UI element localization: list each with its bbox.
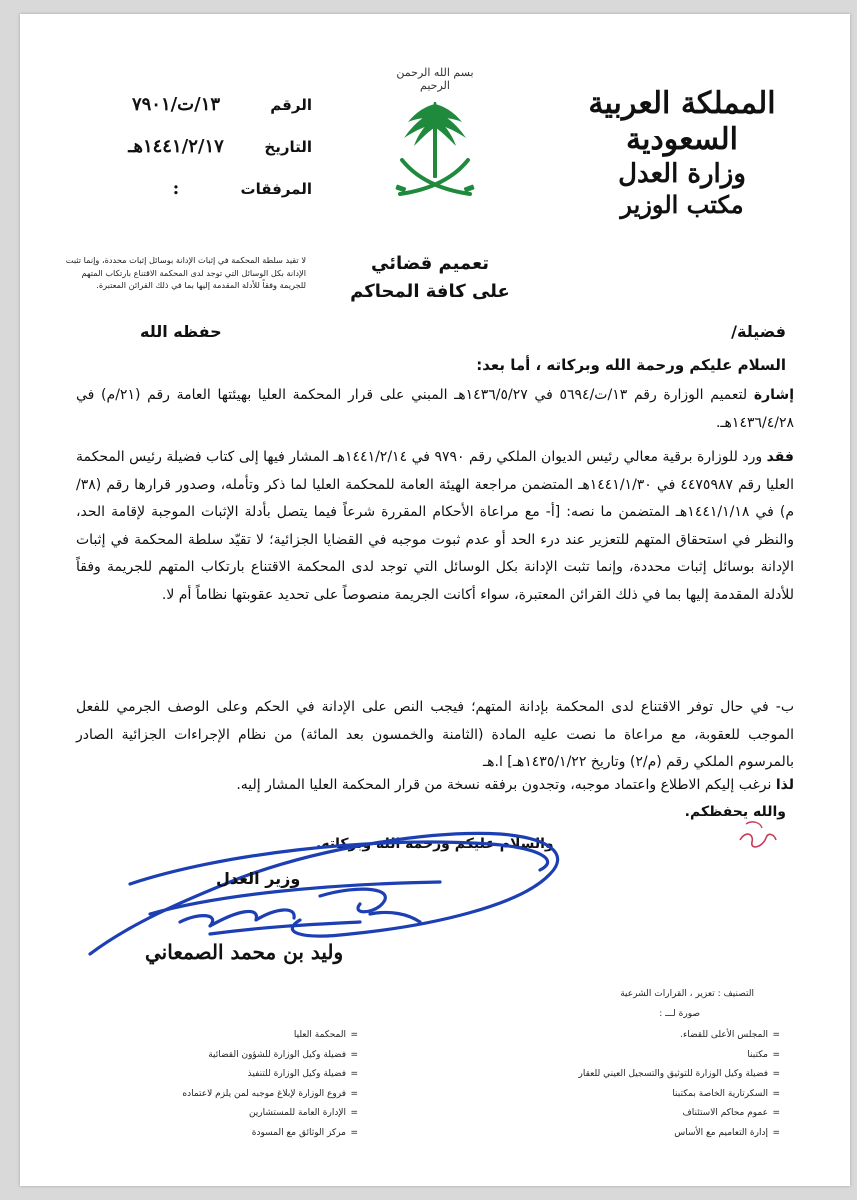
office-name: مكتب الوزير [620,190,744,219]
reference-meta [102,94,312,220]
paragraph-decision [76,444,794,609]
list-item: =مكتبنا [747,1049,780,1060]
summary-side-note: لا تقيد سلطة المحكمة في إثبات الإدانة بوسائل إثبات محددة، وإنما تثبت الإدانة بكل الوسائل التي توجد لدى المحكمة الاقتناع بارتكاب المتهم للجريمة وفقاً للأدلة المقدمة إليها بما في ذلك القرائن المعتبرة. [65,255,306,290]
document-page [20,14,850,1186]
attachments-label: المرفقات [240,180,312,198]
circular-title [320,250,540,306]
closing-greeting: والسلام عليكم ورحمة الله وبركاته. [316,836,554,852]
circular-title-line2: على كافة المحاكم [350,281,510,302]
date-label: التاريخ [264,138,312,156]
list-item: =المحكمة العليا [293,1030,358,1040]
list-item: =إدارة التعاميم مع الأساس [674,1127,780,1138]
paragraph-instruction-lead: لذا [775,777,794,793]
paragraph-decision-text: ورد للوزارة برقية معالي رئيس الديوان الملكي رقم ٩٧٩٠ في ١٤٤١/٢/١٤هـ المشار فيها إلى كتاب فضيلة رئيس المحكمة العليا رقم ٤٤٧٥٩٨٧ في ١٤٤١/١/٣٠هـ المتضمن مراجعة الهيئة العامة للمحكمة العليا لما ذكر وتأمله، وصدور قرارها رقم (٣٨/م) في ١٤٤١/١/١٨هـ المتضمن ما نصه: [أ- مع مراعاة الأحكام المقررة شرعاً فيما يتصل بأدلة الإثبات الموجبة لإقامة الحد، والنظر في استحقاق المتهم للتعزير عند درء الحد أو عدم ثبوت موجبه في القضايا الجزائية؛ لا تقيّد سلطة المحكمة في إثبات الإدانة بوسائل إثبات محددة، وإنما تثبت الإدانة بكل الوسائل التي توجد لدى المحكمة الاقتناع بارتكاب المتهم للجريمة وفقاً للأدلة المقدمة إليها بما في ذلك القرائن المعتبرة، سواء أكانت الجريمة منصوصاً على تحديد عقوبتها نظاماً أم لا. [76,449,794,603]
date-row [102,136,312,178]
circular-title-line1: تعميم قضائي [371,253,489,274]
handwritten-initials [732,810,782,864]
saudi-emblem-icon [390,98,480,208]
paragraph-reference-text: لتعميم الوزارة رقم ١٣/ت/٥٦٩٤ في ١٤٣٦/٥/٢٧هـ المبني على قرار المحكمة العليا بهيئتها العامة رقم (٢١/م) في ١٤٣٦/٤/٢٨هـ. [76,387,794,431]
copy-to-label: صورة لـــ : [659,1009,700,1019]
list-item: =عموم محاكم الاستئناف [682,1108,780,1118]
basmala: بسم الله الرحمن الرحيم [396,66,474,92]
paragraph-reference [76,382,794,437]
salutation-blessing: حفظه الله [140,322,222,341]
minister-name: وليد بن محمد الصمعاني [145,940,344,964]
copies-list-left [128,1026,358,1143]
date-value: ١٤٤١/٢/١٧هـ [128,136,224,157]
copies-list-right [520,1026,780,1143]
list-item: =فضيلة وكيل الوزارة للتوثيق والتسجيل العيني للعقار [578,1069,780,1079]
paragraph-reference-lead: إشارة [753,387,794,403]
paragraph-instruction-text: نرغب إليكم الاطلاع واعتماد موجبه، وتجدون برفقه نسخة من قرار المحكمة العليا المشار إليه. [236,777,776,793]
list-item: =فروع الوزارة لإبلاغ موجبه لمن يلزم لاعتماده [182,1088,358,1099]
paragraph-instruction [76,772,794,800]
greeting: السلام عليكم ورحمة الله وبركاته ، أما بعد: [476,356,786,374]
paragraph-clause-b: ب- في حال توفر الاقتناع لدى المحكمة بإدانة المتهم؛ فيجب النص على الإدانة في الحكم وعلى الوصف الجرمي للفعل الموجب للعقوبة، مع مراعاة ما نصت عليه المادة (الثامنة والخمسون بعد المائة) من نظام الإجراءات الجزائية الصادر بالمرسوم الملكي رقم (م/٢) وتاريخ ١٤٣٥/١/٢٢هـ] ا.هـ [76,699,794,770]
list-item: =الإدارة العامة للمستشارين [248,1108,358,1118]
attachments-row [102,178,312,220]
minister-title: وزير العدل [216,869,301,888]
list-item: =المجلس الأعلى للقضاء. [680,1030,780,1040]
number-label: الرقم [270,96,312,114]
list-item: =فضيلة وكيل الوزارة للشؤون القضائية [208,1049,358,1060]
salutation: فضيلة/ [731,322,786,341]
ministry-header [562,86,802,220]
list-item: =فضيلة وكيل الوزارة للتنفيذ [247,1069,358,1079]
paragraph-decision-lead: فقد [766,449,794,465]
number-value: ١٣/ت/٧٩٠١ [131,94,221,115]
number-row [102,94,312,136]
kingdom-name: المملكة العربية السعودية [588,86,776,157]
classification: التصنيف : تعزير ، القرارات الشرعية [620,989,754,999]
list-item: =السكرتارية الخاصة بمكتبنا [672,1088,780,1099]
ministry-name: وزارة العدل [618,159,746,189]
closing-blessing: والله يحفظكم. [684,804,786,820]
attachments-value: : [172,178,180,199]
list-item: =مركز الوثائق مع المسودة [251,1127,358,1138]
